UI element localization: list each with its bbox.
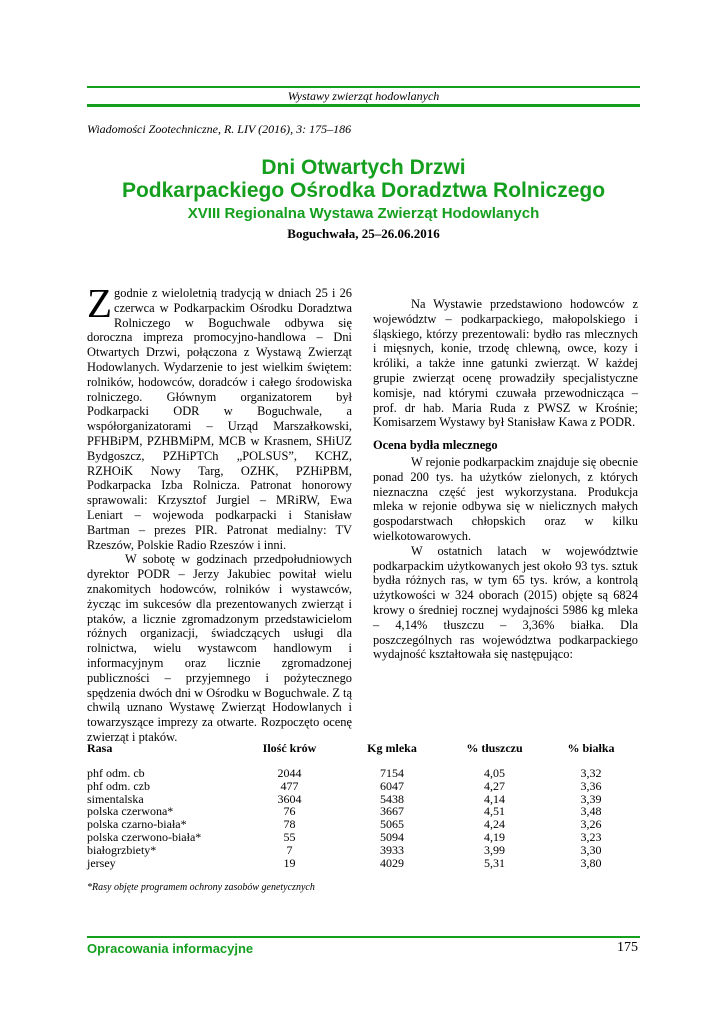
- cell-milk: 3667: [380, 804, 404, 819]
- cell-fat: 4,19: [484, 829, 505, 844]
- header-rule-bottom: [87, 104, 640, 107]
- breed-table: [87, 741, 640, 869]
- cell-breed: jersey: [87, 855, 116, 870]
- article-title-line1: Dni Otwartych Drzwi: [261, 156, 466, 179]
- header-protein: % białka: [567, 741, 615, 755]
- table-row: [87, 831, 640, 844]
- cell-cows: 55: [283, 829, 296, 844]
- cell-cows: 76: [283, 804, 296, 819]
- footer-section-title: Opracowania informacyjne: [87, 941, 254, 956]
- cell-protein: 3,23: [580, 829, 602, 844]
- citation: Wiadomości Zootechniczne, R. LIV (2016), 3: 175–186: [87, 122, 352, 136]
- cell-cows: 78: [283, 817, 296, 832]
- cell-cows: 3604: [277, 791, 302, 806]
- table-row: [87, 767, 640, 780]
- cell-milk: 3933: [380, 842, 404, 857]
- cell-protein: 3,30: [580, 842, 602, 857]
- paragraph-exhibitors: Na Wystawie przedstawiono hodowców z województw – podkarpackiego, małopolskiego i śląskiego, którzy prezentowali: bydło ras mlecznych i mięsnych, konie, trzodę chlewną, owce, kozy i króliki, a także inne gatunki zwierząt. W każdej grupie zwierząt ocenę prowadziły specjalistyczne komisje, nad którymi czuwała przewodnicząca – prof. dr hab. Maria Ruda z PWSZ w Krośnie; Komisarzem Wystawy był Stanisław Kawa z PODR.: [373, 297, 638, 430]
- article-subtitle: XVIII Regionalna Wystawa Zwierząt Hodowlanych: [187, 205, 540, 222]
- cell-breed: polska czarno-biała*: [87, 817, 187, 832]
- cell-fat: 5,31: [484, 855, 505, 870]
- table-body: [87, 767, 640, 869]
- paragraph-statistics: W ostatnich latach w województwie podkarpackim użytkowanych jest około 93 tys. sztuk bydła różnych ras, w tym 65 tys. krów, a kontrolą użytkowości w 324 oborach (2015) objęte są 6824 krowy o średniej rocznej wydajności 5986 kg mleka – 4,14% tłuszczu – 3,36% białka. Dla poszczególnych ras województwa podkarpackiego wydajność kształtowała się następująco:: [373, 543, 638, 662]
- footer-rule: [87, 936, 640, 938]
- cell-breed: phf odm. czb: [87, 778, 150, 793]
- cell-breed: polska czerwono-biała*: [87, 829, 202, 844]
- header-fat: % tłuszczu: [466, 741, 523, 755]
- paragraph-region: W rejonie podkarpackim znajduje się obecnie ponad 200 tys. ha użytków zielonych, z których nieznaczna część jest wykorzystana. Produkcja mleka w rejonie odbywa się w nielicznych małych gospodarstwach chłopskich oraz w kilku wielkotowarowych.: [373, 454, 638, 543]
- cell-cows: 2044: [277, 766, 302, 780]
- page-number: 175: [617, 940, 638, 955]
- cell-cows: 7: [286, 842, 293, 857]
- cell-cows: 19: [283, 855, 296, 870]
- cell-milk: 7154: [380, 766, 404, 780]
- cell-breed: polska czerwona*: [87, 804, 174, 819]
- cell-fat: 4,51: [484, 804, 505, 819]
- paragraph-intro-text: godnie z wieloletnią tradycją w dniach 25 i 26 czerwca w Podkarpackim Ośrodku Doradztwa Rolniczego w Boguchwale odbywa się doroczna impreza promocyjno-handlowa – Dni Otwartych Drzwi, połączona z Wystawą Zwierząt Hodowlanych. Wydarzenie to jest wielkim świętem: rolników, hodowców, doradców i całego środowiska rolniczego. Głównym organizatorem był Podkarpacki ODR w Boguchwale, a współorganizatorami – Urząd Marszałkowski, PFHBiPM, PZHBMiPM, MCB w Krasnem, SHiUZ Bydgoszcz, PZHiPTCh „POLSUS”, KCHZ, RZHOiK Nowy Targ, OZHK, PZHiPBM, Podkarpacka Izba Rolnicza. Patronat honorowy sprawowali: Krzysztof Jurgiel – MRiRW, Ewa Leniart – wojewoda podkarpacki i Stanisław Bartman – prezes PIR. Patronat medialny: TV Rzeszów, Polskie Radio Rzeszów i inni.: [87, 286, 352, 552]
- cell-fat: 4,24: [484, 817, 505, 832]
- cell-protein: 3,48: [580, 804, 602, 819]
- cell-protein: 3,36: [580, 778, 602, 793]
- cell-breed: simentalska: [87, 791, 144, 806]
- cell-breed: phf odm. cb: [87, 766, 145, 780]
- cell-milk: 5094: [380, 829, 404, 844]
- cell-milk: 4029: [380, 855, 404, 870]
- dropcap: Z: [87, 280, 113, 326]
- text-column-left: [87, 280, 352, 745]
- header-rule-top: [87, 86, 640, 88]
- table-row: [87, 844, 640, 857]
- article-title-line2: Podkarpackiego Ośrodka Doradztwa Rolniczego: [121, 179, 606, 202]
- cell-milk: 6047: [380, 778, 404, 793]
- header-cows: Ilość krów: [262, 741, 317, 755]
- place-date: Boguchwała, 25–26.06.2016: [287, 226, 440, 241]
- table-footnote: *Rasy objęte programem ochrony zasobów genetycznych: [87, 882, 315, 893]
- cell-milk: 5065: [380, 817, 404, 832]
- header-milk: Kg mleka: [367, 741, 417, 755]
- cell-fat: 4,27: [484, 778, 505, 793]
- cell-fat: 4,14: [484, 791, 505, 806]
- table-row: [87, 780, 640, 793]
- section-heading: Ocena bydła mlecznego: [373, 438, 498, 453]
- cell-cows: 477: [280, 778, 299, 793]
- cell-fat: 3,99: [484, 842, 505, 857]
- running-title: Wystawy zwierząt hodowlanych: [287, 89, 440, 103]
- cell-protein: 3,32: [580, 766, 602, 780]
- cell-breed: białogrzbiety*: [87, 842, 157, 857]
- cell-protein: 3,80: [580, 855, 602, 870]
- cell-protein: 3,26: [580, 817, 602, 832]
- paragraph-intro: [87, 280, 352, 552]
- text-column-right: [373, 297, 638, 662]
- cell-fat: 4,05: [484, 766, 505, 780]
- header-breed: Rasa: [87, 741, 113, 755]
- table-row: [87, 857, 640, 870]
- paragraph-opening: W sobotę w godzinach przedpołudniowych dyrektor PODR – Jerzy Jakubiec powitał wielu znakomitych hodowców, rolników i wystawców, życząc im sukcesów dla prezentowanych zwierząt i ptaków, a licznie zgromadzonym przedstawicielom różnych organizacji, świadczących usługi dla rolnictwa, wielu wystawcom handlowym i informacyjnym oraz licznie zgromadzonej publiczności – przyjemnego i pożytecznego spędzenia dwóch dni w Ośrodku w Boguchwale. Z tą chwilą uznano Wystawę Zwierząt Hodowlanych i towarzyszące imprezy za otwarte. Rozpoczęto ocenę zwierząt i ptaków.: [87, 552, 352, 744]
- cell-milk: 5438: [380, 791, 404, 806]
- cell-protein: 3,39: [580, 791, 602, 806]
- table-header-row: [87, 741, 640, 767]
